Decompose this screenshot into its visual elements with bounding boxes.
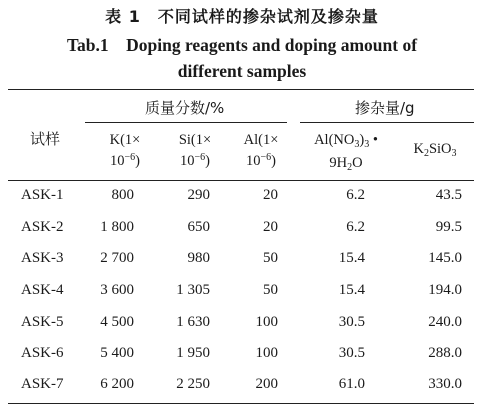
cell-si: 980 (187, 250, 210, 266)
header-al-nitrate: $Al(NO_3)_3$ • $9H_2O$ (314, 132, 378, 173)
header-al: Al(1× $10^{-6}$) (243, 132, 279, 169)
cell-k: 3 600 (100, 282, 134, 298)
cell-sample: ASK-2 (21, 219, 64, 235)
cell-k: 4 500 (100, 314, 134, 330)
cell-sample: ASK-5 (21, 314, 64, 330)
cell-al-nitrate: 6.2 (346, 219, 365, 235)
cell-potassium-silicate: 330.0 (428, 376, 462, 392)
header-sample: 试样 (30, 130, 61, 148)
cell-k: 6 200 (100, 376, 134, 392)
cell-al-nitrate: 30.5 (338, 345, 365, 361)
subheader-rule-mass (85, 122, 287, 123)
table-title-cn: 表 1 不同试样的掺杂试剂及掺杂量 (105, 7, 379, 26)
cell-si: 2 250 (176, 376, 210, 392)
cell-si: 650 (187, 219, 210, 235)
cell-al-nitrate: 61.0 (338, 376, 365, 392)
cell-al: 100 (255, 345, 278, 361)
cell-k: 800 (111, 187, 134, 203)
cell-si: 1 630 (176, 314, 210, 330)
cell-al: 50 (263, 282, 278, 298)
cell-al: 200 (255, 376, 278, 392)
header-potassium-silicate: $K_2SiO_3$ (413, 141, 457, 159)
cell-sample: ASK-3 (21, 250, 64, 266)
header-bottom-rule (8, 180, 474, 181)
cell-al-nitrate: 30.5 (338, 314, 365, 330)
cell-potassium-silicate: 43.5 (435, 187, 462, 203)
cell-al: 20 (263, 187, 278, 203)
table-title-en (0, 32, 484, 84)
cell-sample: ASK-6 (21, 345, 64, 361)
bottom-rule (8, 403, 474, 404)
cell-potassium-silicate: 240.0 (428, 314, 462, 330)
cell-k: 1 800 (100, 219, 134, 235)
cell-potassium-silicate: 194.0 (428, 282, 462, 298)
cell-si: 290 (187, 187, 210, 203)
cell-potassium-silicate: 288.0 (428, 345, 462, 361)
cell-potassium-silicate: 99.5 (435, 219, 462, 235)
cell-sample: ASK-7 (21, 376, 64, 392)
header-group-doping-amount: 掺杂量/g (355, 99, 415, 117)
cell-si: 1 950 (176, 345, 210, 361)
table-title-en-line2: different samples (177, 61, 307, 81)
header-group-mass-fraction: 质量分数/% (145, 99, 225, 117)
header-si: Si(1× $10^{-6}$) (178, 132, 212, 169)
cell-al-nitrate: 15.4 (338, 250, 365, 266)
table-title-en-line1: Tab.1 Doping reagents and doping amount of (66, 35, 418, 55)
cell-potassium-silicate: 145.0 (428, 250, 462, 266)
cell-al-nitrate: 6.2 (346, 187, 365, 203)
cell-sample: ASK-1 (21, 187, 64, 203)
header-k: K(1× $10^{-6}$) (109, 132, 141, 169)
top-rule (8, 89, 474, 90)
cell-al: 100 (255, 314, 278, 330)
cell-k: 5 400 (100, 345, 134, 361)
cell-k: 2 700 (100, 250, 134, 266)
cell-sample: ASK-4 (21, 282, 64, 298)
cell-al: 50 (263, 250, 278, 266)
cell-al: 20 (263, 219, 278, 235)
cell-si: 1 305 (176, 282, 210, 298)
subheader-rule-doping (300, 122, 474, 123)
cell-al-nitrate: 15.4 (338, 282, 365, 298)
